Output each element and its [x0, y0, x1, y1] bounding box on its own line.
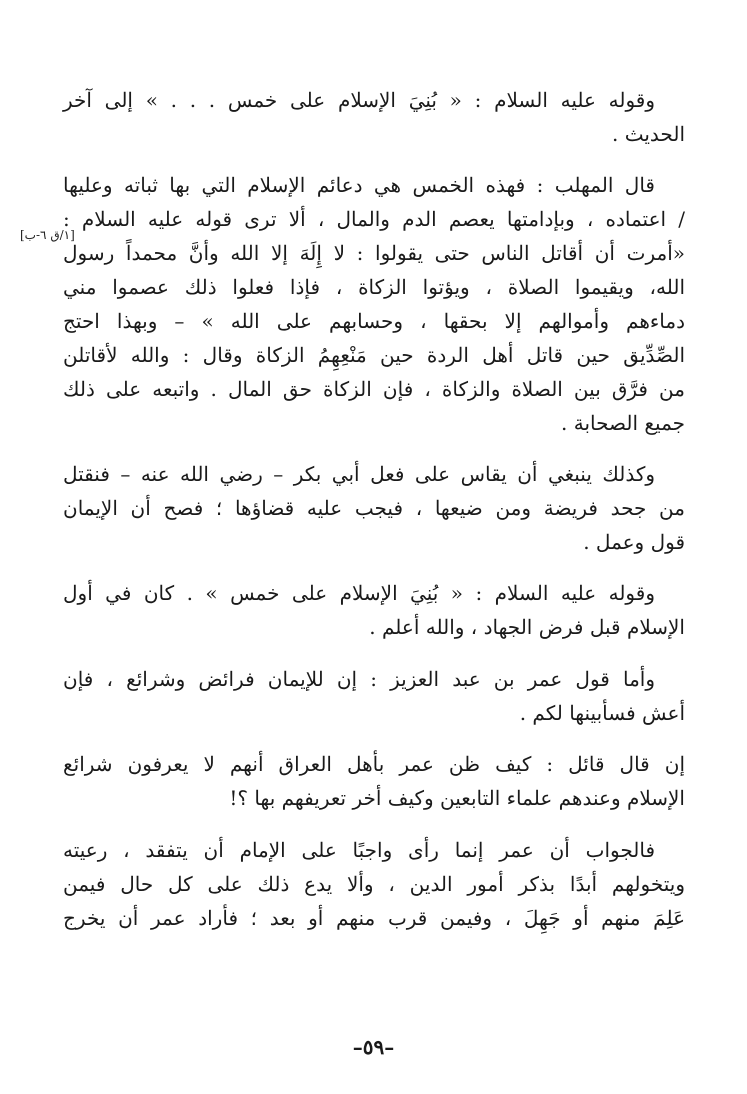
text-line: الإسلام وعندهم علماء التابعين وكيف أخر تعريفهم بها ؟! — [229, 786, 685, 810]
text-line: قول وعمل . — [583, 530, 685, 554]
manuscript-folio-note: [١/ق ٦-ب] — [20, 228, 75, 242]
text-line: وأما قول عمر بن عبد العزيز : إن للإيمان فرائض وشرائع ، فإن — [63, 667, 655, 691]
text-line: دماءهم وأموالهم إلا بحقها ، وحسابهم على الله » – وبهذا احتج — [63, 309, 685, 333]
text-line: «أمرت أن أقاتل الناس حتى يقولوا : لا إِلَهَ إلا الله وأنَّ محمداً رسول — [63, 241, 685, 265]
text-line: من فرَّق بين الصلاة والزكاة ، فإن الزكاة حق المال . واتبعه على ذلك — [63, 377, 685, 401]
text-line: الله، ويقيموا الصلاة ، ويؤتوا الزكاة ، فإذا فعلوا ذلك عصموا مني — [63, 275, 685, 299]
text-line: جميع الصحابة . — [561, 411, 685, 435]
text-line: أعش فسأبينها لكم . — [519, 701, 685, 725]
text-line: وقوله عليه السلام : « بُنِيَ الإسلام على خمس . . . » إلى آخر — [63, 88, 655, 112]
text-line: الإسلام قبل فرض الجهاد ، والله أعلم . — [369, 615, 685, 639]
text-line: / اعتماده ، وبإدامتها يعصم الدم والمال ، ألا ترى قوله عليه السلام : — [63, 207, 685, 231]
text-line: وقوله عليه السلام : « بُنِيَ الإسلام على خمس » . كان في أول — [63, 581, 655, 605]
text-line: إن قال قائل : كيف ظن عمر بأهل العراق أنهم لا يعرفون شرائع — [63, 752, 685, 776]
text-line: ويتخولهم أبدًا بذكر أمور الدين ، وألا يدع ذلك على كل حال فيمن — [63, 872, 685, 896]
text-line: الحديث . — [612, 122, 685, 146]
page-number: –٥٩– — [352, 1035, 395, 1059]
text-line: قال المهلب : فهذه الخمس هي دعائم الإسلام التي بها ثباته وعليها — [63, 173, 655, 197]
text-line: عَلِمَ منهم أو جَهِلَ ، وفيمن قرب منهم أو بعد ؛ فأراد عمر أن يخرج — [63, 906, 685, 930]
text-line: الصِّدِّيق حين قاتل أهل الردة حين مَنْعِهِمُ الزكاة وقال : والله لأقاتلن — [63, 343, 685, 367]
text-line: من جحد فريضة ومن ضيعها ، فيجب عليه قضاؤها ؛ فصح أن الإيمان — [63, 496, 685, 520]
text-line: وكذلك ينبغي أن يقاس على فعل أبي بكر – رضي الله عنه – فنقتل — [63, 462, 655, 486]
text-line: فالجواب أن عمر إنما رأى واجبًا على الإمام أن يتفقد ، رعيته — [63, 838, 655, 862]
